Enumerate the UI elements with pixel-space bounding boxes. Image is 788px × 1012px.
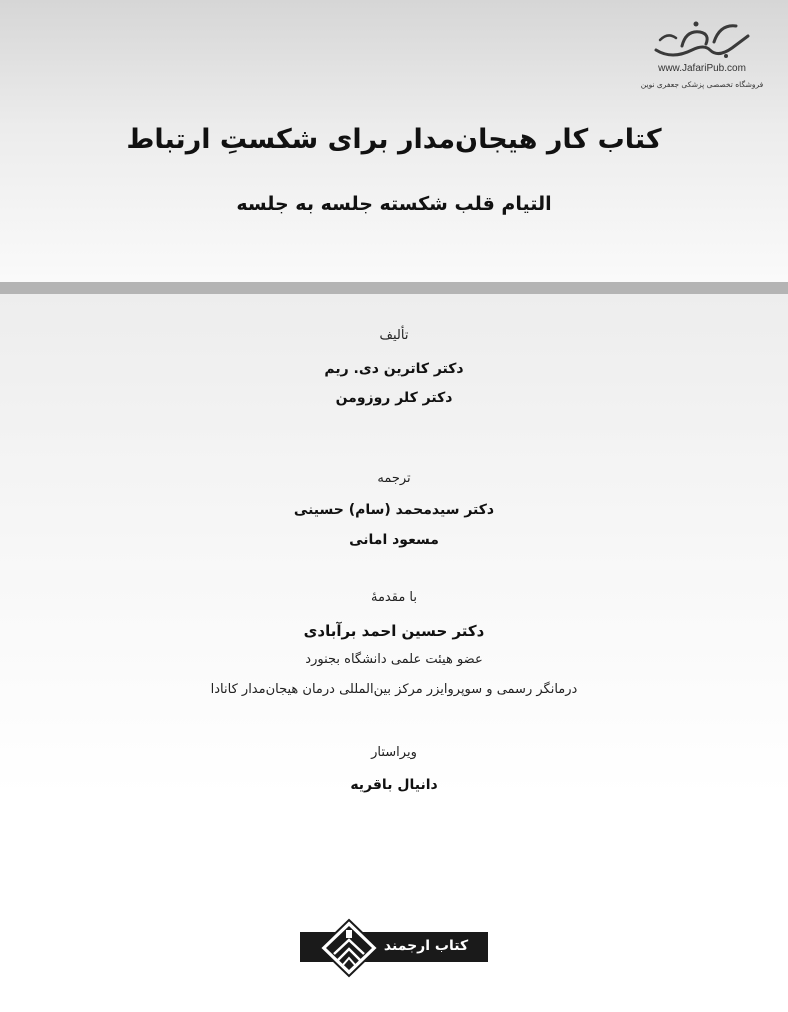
jafaripub-logo-icon xyxy=(652,20,752,62)
authorship-label: تألیف xyxy=(379,328,409,343)
preface-author-name: دکتر حسین احمد برآبادی xyxy=(303,622,485,640)
book-emblem-icon xyxy=(318,918,380,978)
logo-subtitle: فروشگاه تخصصی پزشکی جعفری نوین xyxy=(640,80,764,89)
header-divider xyxy=(0,282,788,294)
translator-name: مسعود امانی xyxy=(349,532,439,548)
translation-label: ترجمه xyxy=(377,471,411,486)
publisher-name: کتاب ارجمند xyxy=(383,938,469,954)
translator-name: دکتر سیدمحمد (سام) حسینی xyxy=(293,502,495,518)
preface-affiliation: درمانگر رسمی و سوپروایزر مرکز بین‌المللی درمان هیجان‌مدار کانادا xyxy=(210,682,578,697)
book-subtitle: التیام قلب شکسته جلسه به جلسه xyxy=(236,193,552,215)
jafaripub-logo[interactable] xyxy=(632,20,772,100)
author-name: دکتر کلر روزومن xyxy=(335,390,453,406)
author-name: دکتر کاترین دی. ریم xyxy=(324,361,464,377)
preface-label: با مقدمهٔ xyxy=(370,590,417,605)
book-title: کتاب کار هیجان‌مدار برای شکستِ ارتباط xyxy=(126,124,662,155)
preface-affiliation: عضو هیئت علمی دانشگاه بجنورد xyxy=(305,652,483,667)
logo-url[interactable]: www.JafariPub.com xyxy=(658,63,746,74)
editor-label: ویراستار xyxy=(371,745,417,760)
editor-name: دانیال باقریه xyxy=(350,777,438,793)
publisher-logo xyxy=(300,918,488,978)
